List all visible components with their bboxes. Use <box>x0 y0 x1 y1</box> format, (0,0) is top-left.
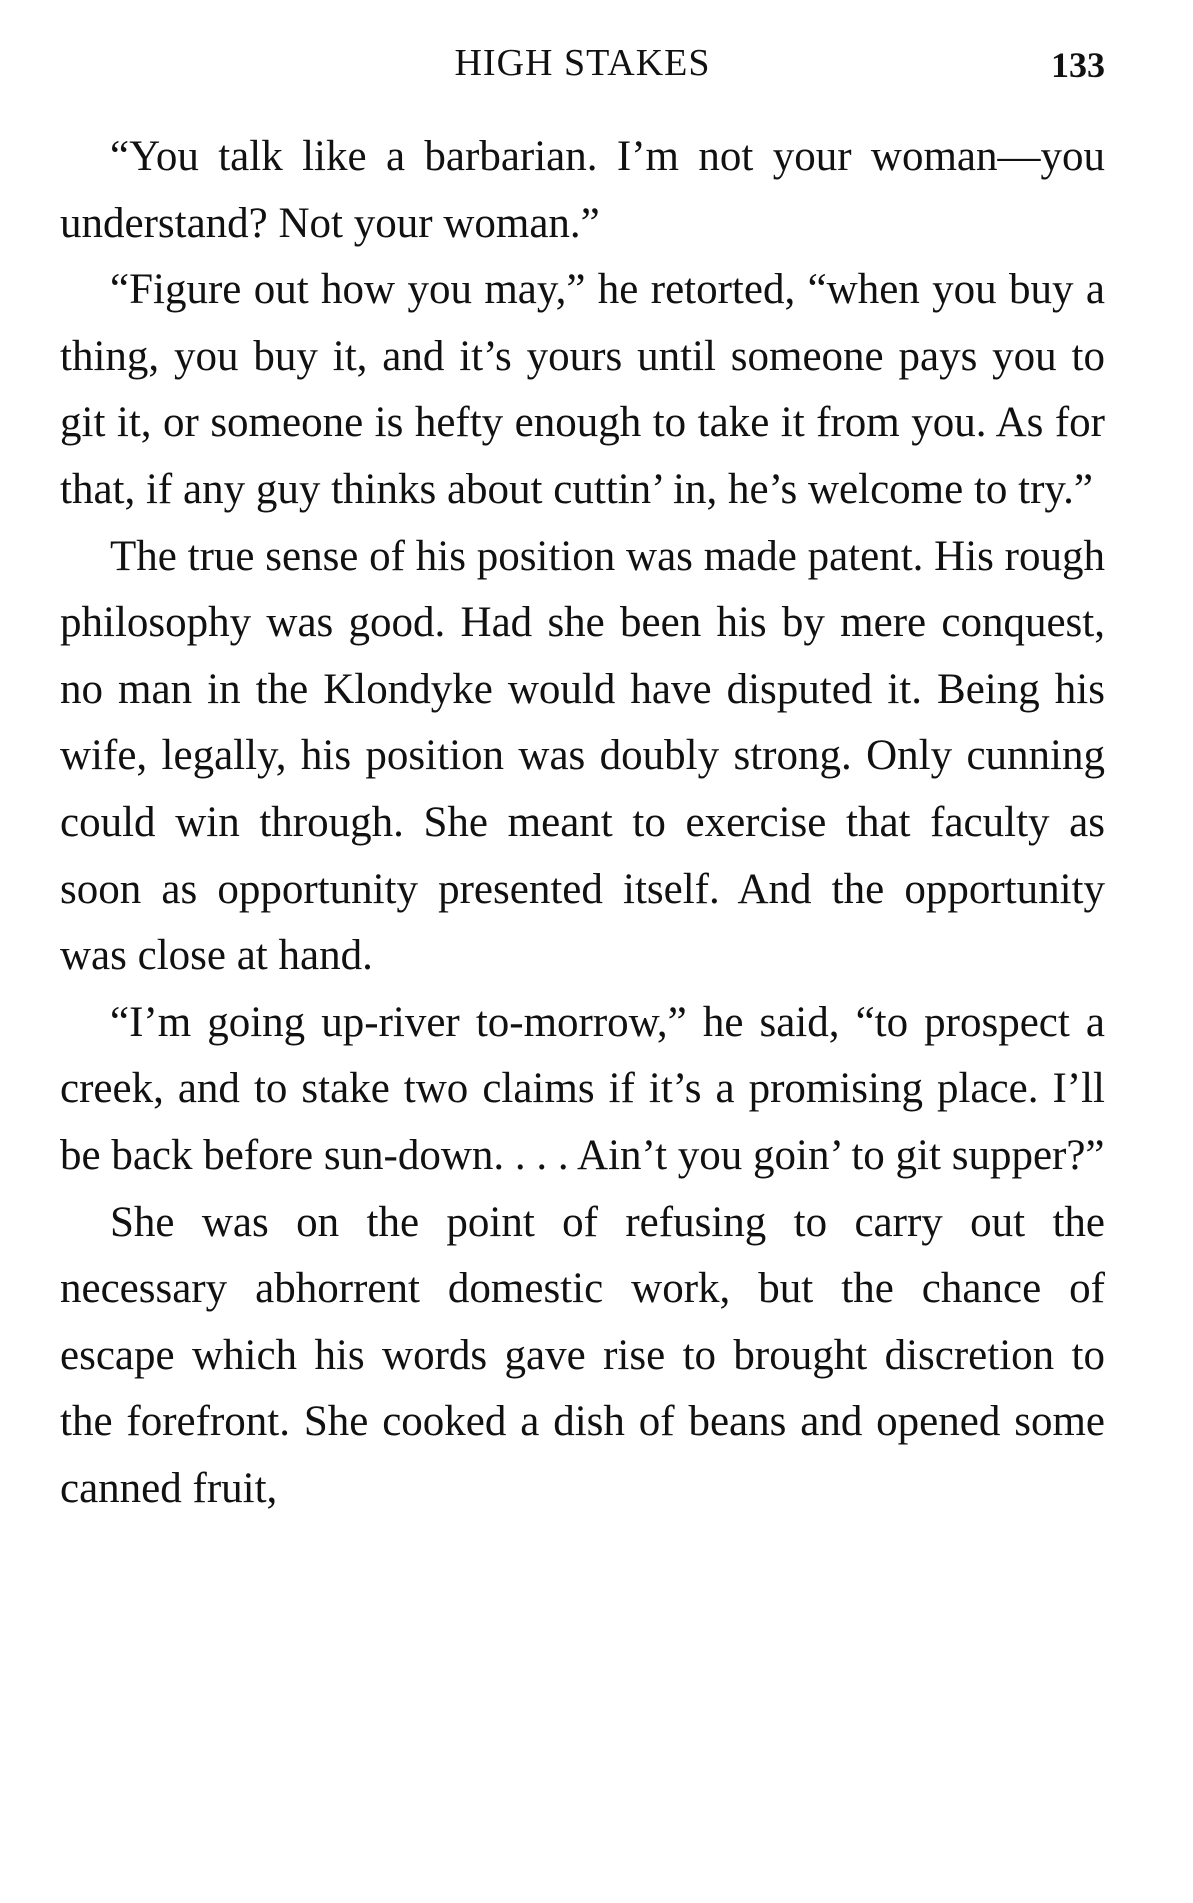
body-text <box>60 124 1105 1522</box>
paragraph: “You talk like a barbarian. I’m not your woman—you understand? Not your woman.” <box>60 133 1105 247</box>
paragraph: The true sense of his position was made patent. His rough philosophy was good. Had she been his by mere conquest, no man in the Klondyke would have disputed it. Being his wife, legally, his position was doubly strong. Only cunning could win through. She meant to exercise that faculty as soon as opportunity presented itself. And the opportunity was close at hand. <box>60 532 1105 980</box>
running-title: HIGH STAKES <box>454 42 711 84</box>
page-number: 133 <box>1051 45 1105 85</box>
paragraph: She was on the point of refusing to carry out the necessary abhorrent domestic work, but the chance of escape which his words gave rise to brought discretion to the forefront. She cooked a dish of beans and opened some canned fruit, <box>60 1198 1105 1512</box>
paragraph: “I’m going up-river to-morrow,” he said, “to prospect a creek, and to stake two claims if it’s a promising place. I’ll be back before sun-down. . . . Ain’t you goin’ to git supper?” <box>60 998 1105 1179</box>
running-head <box>60 38 1105 88</box>
paragraph: “Figure out how you may,” he retorted, “when you buy a thing, you buy it, and it’s yours until someone pays you to git it, or someone is hefty enough to take it from you. As for that, if any guy thinks about cuttin’ in, he’s welcome to try.” <box>60 266 1105 513</box>
